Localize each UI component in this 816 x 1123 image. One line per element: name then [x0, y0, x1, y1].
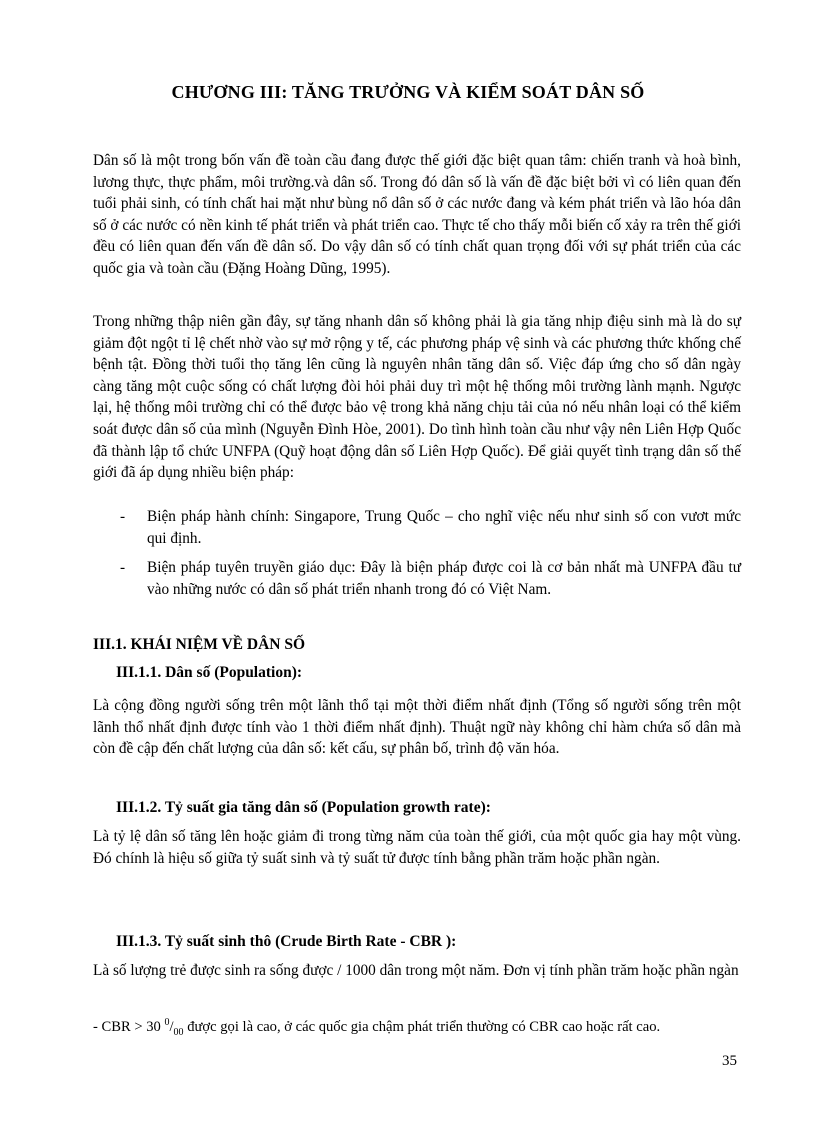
cbr-line-sup: 0: [164, 1017, 170, 1028]
section-heading: III.1. KHÁI NIỆM VỀ DÂN SỐ: [93, 636, 306, 653]
subsection-heading-growth-rate: III.1.2. Tỷ suất gia tăng dân số (Population growth rate):: [116, 799, 491, 816]
subsection-body-cbr: Là số lượng trẻ được sinh ra sống được / 1000 dân trong một năm. Đơn vị tính phần trăm hoặc phần ngàn: [93, 962, 739, 979]
cbr-line-suffix: được gọi là cao, ở các quốc gia chậm phát triển thường có CBR cao hoặc rất cao.: [183, 1018, 661, 1035]
cbr-line-slash: /: [169, 1018, 174, 1035]
bullet-item-administrative: [120, 506, 741, 549]
bullet-text: Biện pháp tuyên truyền giáo dục: Đây là biện pháp được coi là cơ bản nhất mà UNFPA đầu tư vào những nước có dân số phát triển nhanh trong đó có Việt Nam.: [147, 559, 741, 598]
chapter-title: CHƯƠNG III: TĂNG TRƯỞNG VÀ KIỂM SOÁT DÂN SỐ: [171, 82, 645, 102]
intro-paragraph-2: Trong những thập niên gần đây, sự tăng nhanh dân số không phải là gia tăng nhịp điệu sinh mà là do sự giảm đột ngột tỉ lệ chết nhờ vào sự mở rộng y tế, các phương pháp vệ sinh và các phương thức khống chế bệnh tật. Đồng thời tuổi thọ tăng lên cũng là nguyên nhân tăng dân số. Việc đáp ứng cho số dân ngày càng tăng một cuộc sống có chất lượng đòi hỏi phải duy trì một hệ thống môi trường lành mạnh. Ngược lại, hệ thống môi trường chỉ có thể được bảo vệ trong khả năng chịu tải của nó nếu nhân loại có thể kiểm soát được dân số của mình (Nguyễn Đình Hòe, 2001). Do tình hình toàn cầu như vậy nên Liên Hợp Quốc đã thành lập tổ chức UNFPA (Quỹ hoạt động dân số Liên Hợp Quốc). Để giải quyết tình trạng dân số thế giới đã áp dụng nhiều biện pháp:: [93, 313, 741, 482]
intro-paragraph-1: Dân số là một trong bốn vấn đề toàn cầu đang được thế giới đặc biệt quan tâm: chiến tranh và hoà bình, lương thực, thực phẩm, môi trường.và dân số. Trong đó dân số là vấn đề đặc biệt bởi vì có liên quan đến tuổi phải sinh, có tính chất hai mặt như bùng nổ dân số ở các nước đang và kém phát triển và lão hóa dân số ở các nước có nền kinh tế phát triển và phát triển cao. Thực tế cho thấy mỗi biến cố xảy ra trên thế giới đều có liên quan đến vấn đề dân số. Do vậy dân số có tính chất quan trọng đối với sự phát triển của các quốc gia và toàn cầu (Đặng Hoàng Dũng, 1995).: [93, 152, 741, 277]
subsection-body-growth-rate: Là tỷ lệ dân số tăng lên hoặc giảm đi trong từng năm của toàn thế giới, của một quốc gia hay một vùng. Đó chính là hiệu số giữa tỷ suất sinh và tỷ suất tử được tính bằng phần trăm hoặc phần ngàn.: [93, 828, 741, 867]
subsection-heading-cbr: III.1.3. Tỷ suất sinh thô (Crude Birth Rate - CBR ):: [116, 933, 457, 950]
bullet-item-education: [120, 557, 741, 600]
subsection-body-population: Là cộng đồng người sống trên một lãnh thổ tại một thời điểm nhất định (Tổng số người sống trên một lãnh thổ nhất định được tính vào 1 thời điểm nhất định). Thuật ngữ này không chỉ hàm chứa số dân mà còn đề cập đến chất lượng của dân số: kết cấu, sự phân bố, trình độ văn hóa.: [93, 697, 741, 758]
page-number: 35: [722, 1053, 737, 1069]
bullet-marker: -: [120, 559, 126, 576]
cbr-line-prefix: - CBR > 30: [93, 1018, 165, 1035]
bullet-marker: -: [120, 508, 126, 525]
cbr-line-sub: 00: [173, 1026, 184, 1038]
subsection-heading-population: III.1.1. Dân số (Population):: [116, 664, 303, 681]
bullet-text: Biện pháp hành chính: Singapore, Trung Quốc – cho nghĩ việc nếu như sinh số con vươt mức qui định.: [147, 508, 741, 547]
cbr-high-line: [93, 1012, 753, 1043]
